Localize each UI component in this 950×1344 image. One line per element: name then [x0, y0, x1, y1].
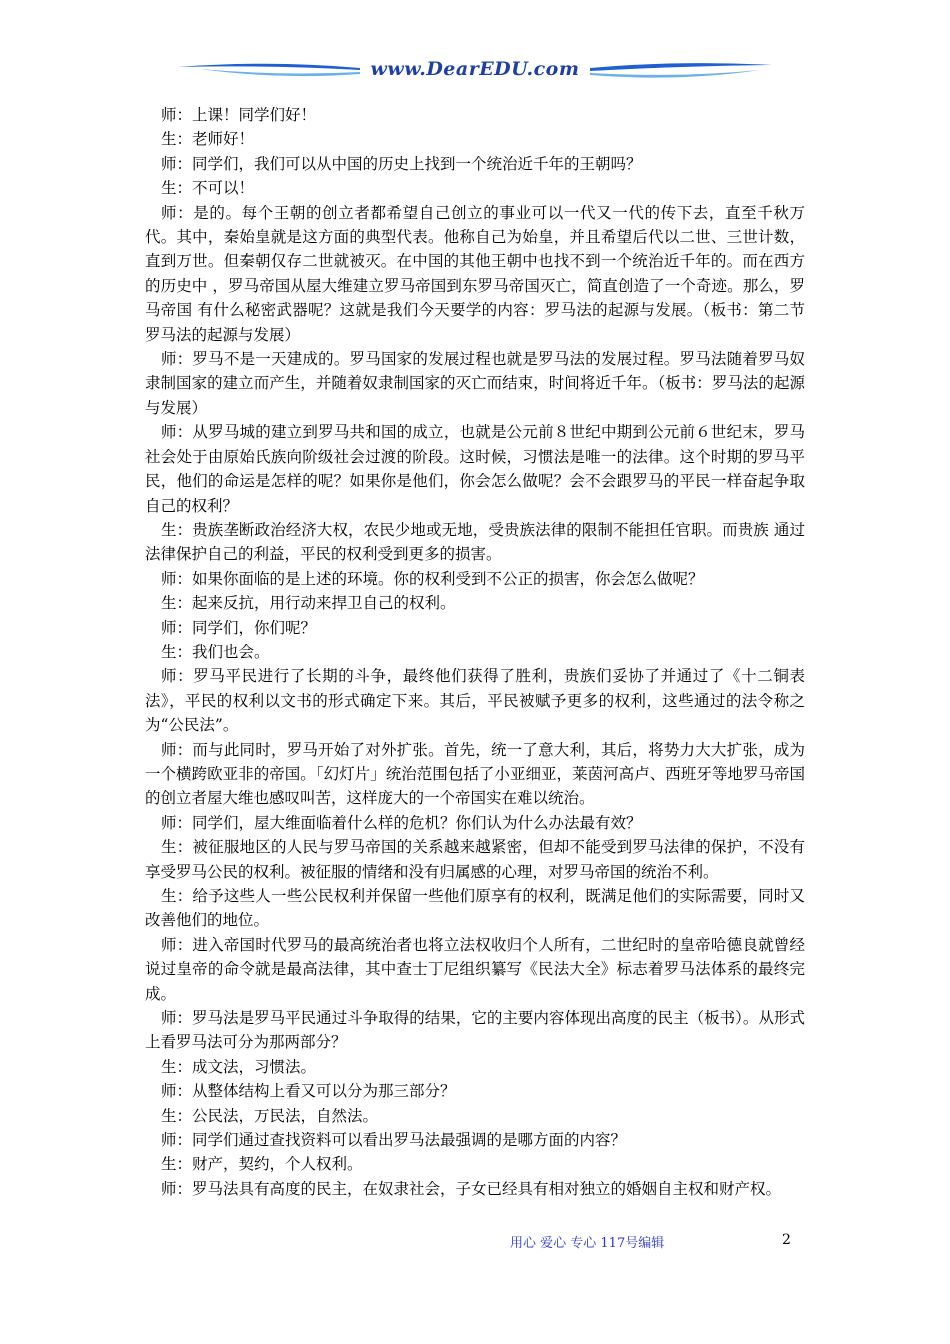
paragraph: 师：进入帝国时代罗马的最高统治者也将立法权收归个人所有，二世纪时的皇帝哈德良就曾经说过皇帝的命令就是最高法律，其中查士丁尼组织纂写《民法大全》标志着罗马法体系的最终完成。: [145, 935, 805, 1003]
paragraph: 生：成文法，习惯法。: [161, 1057, 317, 1076]
paragraph: 生：公民法，万民法，自然法。: [161, 1106, 379, 1125]
paragraph: 生：被征服地区的人民与罗马帝国的关系越来越紧密，但却不能受到罗马法律的保护，不没有享受罗马公民的权利。被征服的情绪和没有归属感的心理，对罗马帝国的统治不利。: [145, 838, 805, 881]
footer-slogan: 用心 爱心 专心 117号编辑: [510, 1236, 665, 1251]
paragraph: 师：同学们，我们可以从中国的历史上找到一个统治近千年的王朝吗？: [161, 154, 642, 173]
paragraph: 生：老师好！: [161, 130, 255, 149]
paragraph: 师：是的。每个王朝的创立者都希望自己创立的事业可以一代又一代的传下去，直至千秋万代。其中，秦始皇就是这方面的典型代表。他称自己为始皇，并且希望后代以二世、三世计数，直到万世。但秦朝仅存二世就被灭。在中国的其他王朝中也找不到一个统治近千年的。而在西方的历史中 ，罗马帝国从屋大维建立罗马帝国到东罗马帝国灭亡，简直创造了一个奇迹。那么，罗马帝国 有什么秘密武器呢？这就是我们今天要学的内容：罗马法的起源与发展。（板书：第二节 罗马法的起源与发展）: [145, 203, 805, 344]
paragraph: 生：财产，契约，个人权利。: [161, 1155, 363, 1174]
page-header: [0, 50, 950, 94]
page-footer: [0, 1232, 950, 1252]
paragraph: 师：同学们，你们呢？: [161, 618, 317, 637]
paragraph: 师：同学们，屋大维面临着什么样的危机？你们认为什么办法最有效？: [161, 813, 642, 832]
paragraph: 生：起来反抗，用行动来捍卫自己的权利。: [161, 594, 456, 613]
paragraph: 生：贵族垄断政治经济大权，农民少地或无地，受贵族法律的限制不能担任官职。而贵族 通过法律保护自己的利益，平民的权利受到更多的损害。: [145, 520, 805, 564]
paragraph: 师：如果你面临的是上述的环境。你的权利受到不公正的损害，你会怎么做呢？: [161, 569, 704, 588]
paragraph: 师：从整体结构上看又可以分为那三部分？: [161, 1082, 456, 1101]
paragraph: 师：从罗马城的建立到罗马共和国的成立，也就是公元前８世纪中期到公元前６世纪末，罗马社会处于由原始氏族向阶级社会过渡的阶段。这时候，习惯法是唯一的法律。这个时期的罗马平民，他们的命运是怎样的呢？如果你是他们，你会怎么做呢？会不会跟罗马的平民一样奋起争取自己的权利？: [145, 423, 805, 515]
paragraph: 师：上课！同学们好！: [161, 106, 317, 124]
paragraph: 生：给予这些人一些公民权利并保留一些他们原享有的权利，既满足他们的实际需要，同时又改善他们的地位。: [145, 887, 805, 930]
paragraph: 师：罗马不是一天建成的。罗马国家的发展过程也就是罗马法的发展过程。罗马法随着罗马奴隶制国家的建立而产生，并随着奴隶制国家的灭亡而结束，时间将近千年。（板书：罗马法的起源与发展）: [145, 350, 805, 417]
paragraph: 师：罗马平民进行了长期的斗争，最终他们获得了胜利，贵族们妥协了并通过了《十二铜表法》，平民的权利以文书的形式确定下来。其后，平民被赋予更多的权利，这些通过的法令称之为“公民法”。: [145, 667, 805, 735]
paragraph: 生：不可以！: [161, 179, 255, 198]
paragraph: 师：同学们通过查找资料可以看出罗马法最强调的是哪方面的内容？: [161, 1131, 627, 1150]
paragraph: 师：而与此同时，罗马开始了对外扩张。首先，统一了意大利，其后，将势力大大扩张，成为一个横跨欧亚非的帝国。「幻灯片」统治范围包括了小亚细亚，莱茵河高卢、西班牙等地罗马帝国的创立者屋大维也感叹叫苦，这样庞大的一个帝国实在难以统治。: [145, 740, 805, 808]
paragraph: 师：罗马法是罗马平民通过斗争取得的结果，它的主要内容体现出高度的民主（板书）。从形式上看罗马法可分为那两部分？: [145, 1009, 805, 1052]
dialogue-body: [145, 103, 805, 1201]
paragraph: 师：罗马法具有高度的民主，在奴隶社会，子女已经具有相对独立的婚姻自主权和财产权。: [161, 1179, 782, 1198]
site-logo-text[interactable]: www.DearEDU.com: [370, 58, 580, 80]
paragraph: 生：我们也会。: [161, 642, 270, 661]
page-number: 2: [782, 1232, 791, 1248]
